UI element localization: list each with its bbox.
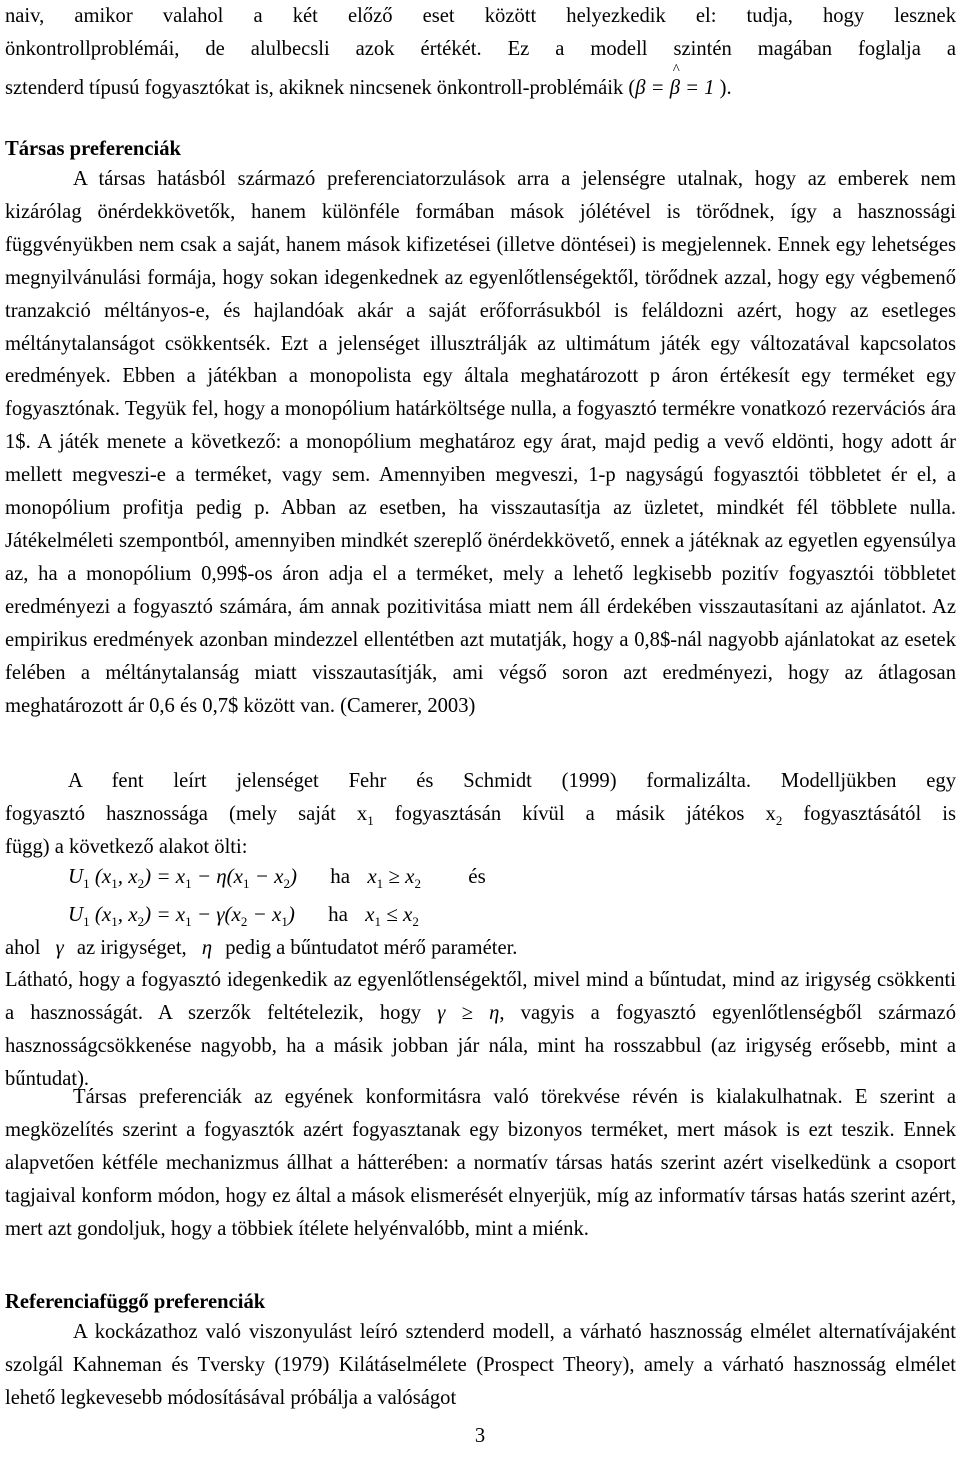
page-number: 3 <box>474 1425 486 1447</box>
intro-line-3-end: ). <box>719 77 732 99</box>
beta-equation: β = ^ β = 1 <box>635 77 714 99</box>
section-title-social-preferences: Társas preferenciák <box>5 138 181 160</box>
intro-line-3-text: sztenderd típusú fogyasztókat is, akiknek nincsenek önkontroll-problémáik ( <box>5 77 636 99</box>
reference-dependent-paragraph: A kockázathoz való viszonyulást leíró sztenderd modell, a várható hasznosság elmélet alternatívájaként szolgál Kahneman és Tversky (1979) Kilátáselmélete (Prospect Theory), amely a várható hasznosság elmélet lehető legkevesebb módosításával próbálja a valóságot <box>5 1321 956 1409</box>
fehr-schmidt-line-1: A fent leírt jelenséget Fehr és Schmidt (1999) formalizálta. Modelljükben egy <box>68 770 956 792</box>
utility-formula-guilt-case: U1 (x1, x2) = x1 − γ(x2 − x1) ha x1 ≤ x2 <box>68 902 419 929</box>
social-preferences-paragraph-1: A társas hatásból származó preferenciatorzulások arra a jelenségre utalnak, hogy az emberek nem kizárólag önérdekkövetők, hanem különféle formában mások jólétével is törődnek, így a hasznossági függvényükben nem csak a saját, hanem mások kifizetései (illetve döntései) is megjelennek. Ennek egy lehetséges megnyilvánulási formája, hogy sokan idegenkednek az egyenlőtlenségektől, törődnek azzal, hogy egy végbemenő tranzakció méltányos-e, és hajlandóak akár a saját erőforrásukból is feláldozni azért, hogy az esetleges méltánytalanságot csökkentsék. Ezt a jelenséget illusztrálják az ultimátum játék egy változatával kapcsolatos eredmények. Ebben a játékban a monopolista egy általa meghatározott p áron értékesít egy terméket egy fogyasztónak. Tegyük fel, hogy a monopólium határköltsége nulla, a fogyasztó termékre vonatkozó rezervációs ára 1$. A játék menete a következő: a monopólium meghatároz egy árat, majd pedig a vevő eldönti, hogy adott ár mellett megveszi-e a terméket, vagy sem. Amennyiben megveszi, 1-p nagyságú fogyasztói többletet ér el, a monopólium profitja pedig p. Abban az esetben, ha visszautasítja az üzletet, mindkét fél többlete nulla. Játékelméleti szempontból, amennyiben mindkét szereplő önérdekkövető, ennek a játéknak az egyetlen egyensúlya az, ha a monopólium 0,99$-os áron adja el a terméket, mely a lehető legkisebb pozitív fogyasztói többletet eredményezi a fogyasztó számára, ám annak pozitivitása miatt nem áll érdekében visszautasítani az ajánlatot. Az empirikus eredmények azonban mindezzel ellentétben azt mutatják, hogy a 0,8$-nál nagyobb ajánlatokat az esetek felében a méltánytalanság miatt visszautasítják, ami végső soron azt eredményezi, hogy az átlagosan meghatározott ár 0,6 és 0,7$ között van. (Camerer, 2003) <box>5 168 956 717</box>
conformity-paragraph: Társas preferenciák az egyének konformitásra való törekvése révén is kialakulhatnak. E szerint a megközelítés szerint a fogyasztók azért fogyasztanak egy bizonyos terméket, mert mások is ezt teszik. Ennek alapvetően kétféle mechanizmus állhat a hátterében: a normatív társas hatás szerint azért viselkedünk a csoport tagjaival konform módon, hogy ez által a mások elismerését elnyerjük, míg az informatív társas hatás szerint azért, mert azt gondoljuk, hogy a többiek ítélete helyénvalóbb, mint a miénk. <box>5 1086 956 1240</box>
fehr-schmidt-text-a: fogyasztó hasznossága (mely saját x <box>5 803 368 825</box>
inequality-aversion-paragraph: Látható, hogy a fogyasztó idegenkedik az egyenlőtlenségektől, mivel mind a bűntudat, mind az irigység csökkenti a hasznosságát. A szerzők feltételezik, hogy γ ≥ η, vagyis a fogyasztó egyenlőtlenségből származó hasznosságcsökkenése nagyobb, ha a másik jobban jár nála, mint ha rosszabbul (az irigység erősebb, mint a bűntudat). <box>5 969 956 1090</box>
fehr-schmidt-text-b: fogyasztásán kívül a másik játékos x <box>373 803 776 825</box>
intro-line-2: önkontrollproblémái, de alulbecsli azok értékét. Ez a modell szintén magában foglalja a <box>5 38 956 60</box>
section-title-reference-dependent: Referenciafüggő preferenciák <box>5 1291 266 1313</box>
utility-formula-envy-case: U1 (x1, x2) = x1 − η(x1 − x2) ha x1 ≥ x2 és <box>68 864 486 891</box>
fehr-schmidt-text-c: fogyasztásától is <box>782 803 956 825</box>
intro-line-1: naiv, amikor valahol a két előző eset között helyezkedik el: tudja, hogy lesznek <box>5 5 956 27</box>
parameter-definition: ahol γ az irigységet, η pedig a bűntudatot mérő paraméter. <box>5 937 518 959</box>
subscript-2: 2 <box>775 813 783 828</box>
intro-line-3 <box>5 72 732 105</box>
subscript-1: 1 <box>367 813 374 828</box>
fehr-schmidt-line-3: függ) a következő alakot ölti: <box>5 836 248 858</box>
gamma-eta-relation: γ ≥ η <box>437 1001 500 1024</box>
